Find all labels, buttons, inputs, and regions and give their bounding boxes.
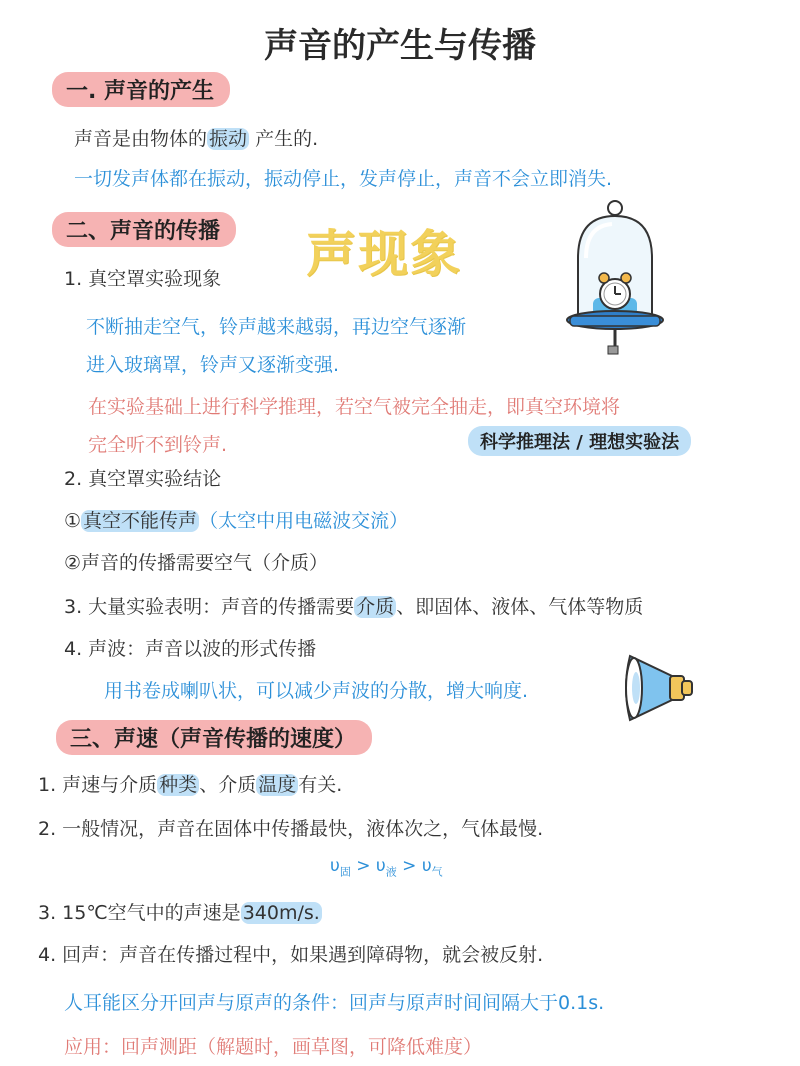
watermark-title: 声现象 (306, 225, 462, 283)
s3-item1-pre: 1. 声速与介质 (38, 774, 158, 796)
s1-line1-post: 产生的. (249, 128, 319, 150)
s2-conclusion-1 (64, 506, 408, 533)
s1-line1-pre: 声音是由物体的 (74, 128, 208, 150)
megaphone-illustration (620, 648, 700, 728)
s3-item1-hl1: 种类 (159, 774, 198, 796)
formula-sub-solid: 固 (339, 865, 351, 879)
formula-sub-liquid: 液 (385, 865, 397, 879)
s1-line2: 一切发声体都在振动，振动停止，发声停止，声音不会立即消失. (74, 168, 613, 190)
s2-item3-highlight: 介质 (356, 596, 395, 618)
speed-formula (330, 856, 443, 879)
formula-v1: υ (330, 856, 340, 876)
s2-item1-red-b: 完全听不到铃声. (88, 434, 228, 456)
page-title: 声音的产生与传播 (264, 26, 536, 66)
s2-concl1-num: ① (64, 510, 82, 532)
s2-conclusion-2: ②声音的传播需要空气（介质） (64, 552, 329, 574)
s2-item1-red-a: 在实验基础上进行科学推理，若空气被完全抽走，即真空环境将 (88, 396, 621, 418)
s2-item3-post: 、即固体、液体、气体等物质 (396, 596, 644, 618)
s1-line1-highlight: 振动 (209, 128, 248, 150)
s3-red-line: 应用：回声测距（解题时，画草图，可降低难度） (64, 1036, 483, 1058)
s2-item3 (64, 592, 643, 619)
s3-blue-line: 人耳能区分开回声与原声的条件：回声与原声时间间隔大于0.1s. (64, 992, 605, 1014)
s3-item3-pre: 3. 15℃空气中的声速是 (38, 902, 241, 924)
s3-item1-post: 有关. (298, 774, 343, 796)
s3-item2: 2. 一般情况，声音在固体中传播最快，液体次之，气体最慢. (38, 818, 544, 840)
section-heading-3: 三、声速（声音传播的速度） (56, 720, 372, 755)
section-heading-2: 二、声音的传播 (52, 212, 236, 247)
s2-concl1-note: （太空中用电磁波交流） (199, 510, 409, 532)
formula-sub-gas: 气 (431, 865, 443, 879)
s2-item3-pre: 3. 大量实验表明：声音的传播需要 (64, 596, 355, 618)
method-tag: 科学推理法 / 理想实验法 (468, 426, 691, 456)
formula-gt1: > (350, 856, 376, 876)
s3-item1-mid: 、介质 (199, 774, 257, 796)
bell-jar-illustration (560, 198, 670, 368)
s3-item3-highlight: 340m/s. (242, 902, 320, 924)
s3-item1 (38, 770, 342, 797)
section-heading-1: 一. 声音的产生 (52, 72, 230, 107)
s2-item4-title: 4. 声波：声音以波的形式传播 (64, 638, 317, 660)
s2-item1-blue-a: 不断抽走空气，铃声越来越弱，再边空气逐渐 (86, 316, 467, 338)
s3-item1-hl2: 温度 (258, 774, 297, 796)
s2-concl1-highlight: 真空不能传声 (83, 510, 198, 532)
formula-gt2: > (396, 856, 422, 876)
s2-item4-blue: 用书卷成喇叭状，可以减少声波的分散，增大响度. (104, 680, 529, 702)
formula-v2: υ (375, 856, 386, 876)
s2-item1-blue-b: 进入玻璃罩，铃声又逐渐变强. (86, 354, 340, 376)
s3-item4: 4. 回声：声音在传播过程中，如果遇到障碍物，就会被反射. (38, 944, 544, 966)
s3-item3 (38, 898, 322, 925)
s2-item2-title: 2. 真空罩实验结论 (64, 468, 222, 490)
s1-line1 (74, 124, 318, 151)
s2-item1-title: 1. 真空罩实验现象 (64, 268, 222, 290)
formula-v3: υ (421, 856, 432, 876)
